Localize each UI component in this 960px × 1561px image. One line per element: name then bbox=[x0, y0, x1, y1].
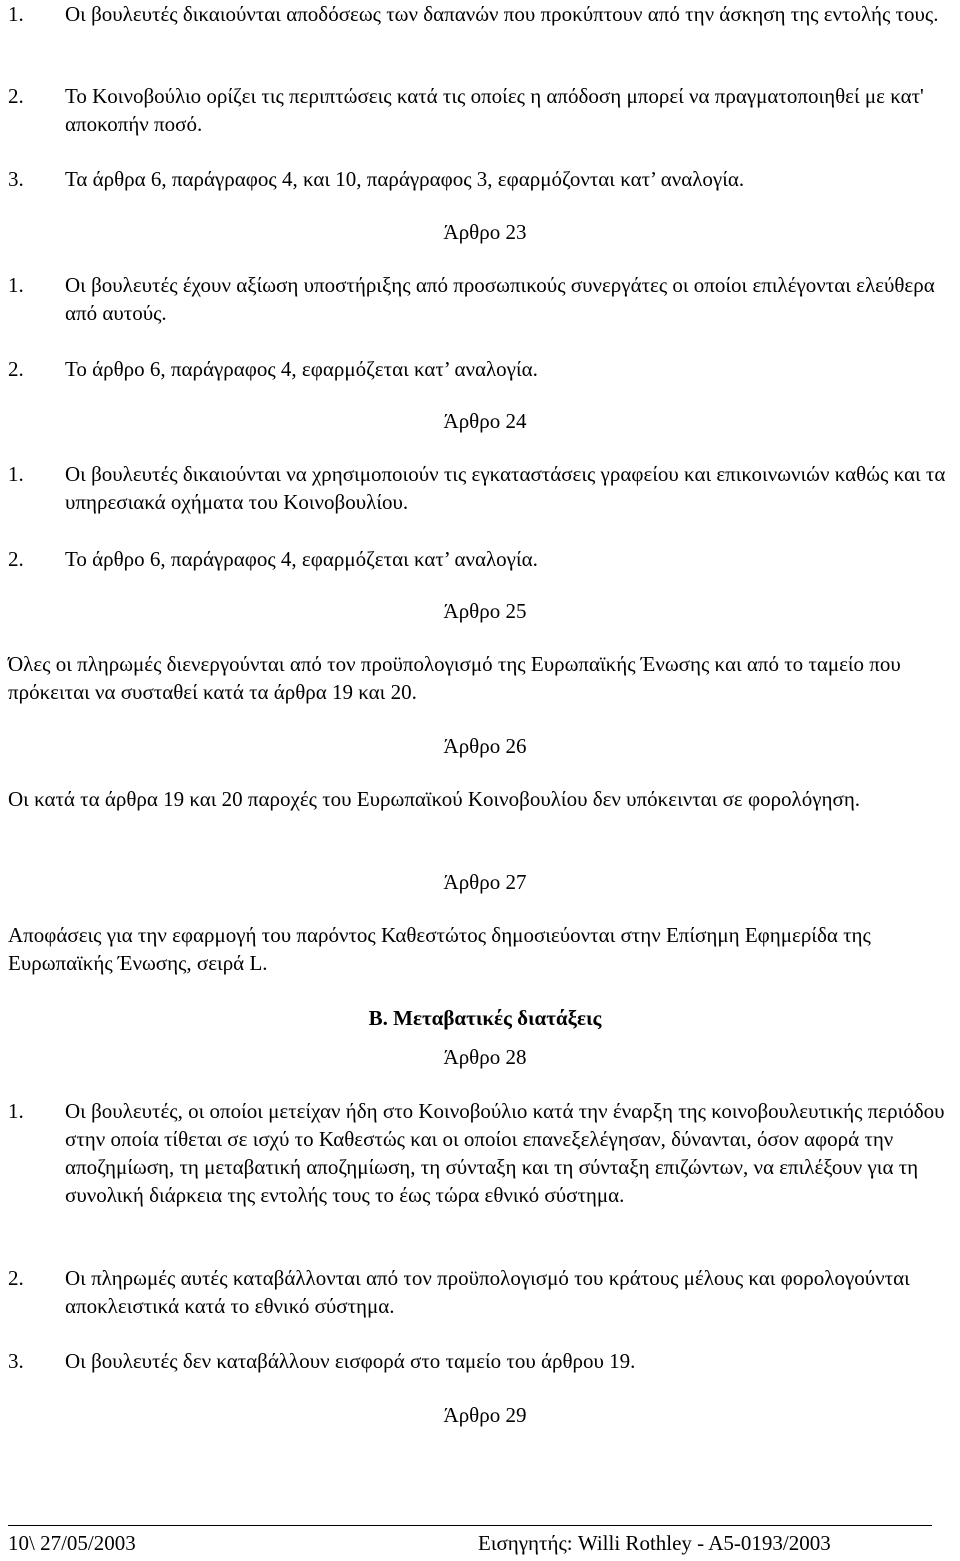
list-item bbox=[8, 0, 958, 56]
article-heading: Άρθρο 23 bbox=[443, 220, 527, 244]
item-number: 2. bbox=[8, 357, 24, 381]
item-number: 1. bbox=[8, 1099, 24, 1123]
item-text: Το άρθρο 6, παράγραφος 4, εφαρμόζεται κατ’ αναλογία. bbox=[65, 547, 538, 571]
footer-divider bbox=[8, 1525, 932, 1526]
list-item bbox=[8, 1097, 958, 1237]
item-number: 2. bbox=[8, 547, 24, 571]
list-item bbox=[8, 165, 958, 193]
article-heading: Άρθρο 28 bbox=[443, 1045, 527, 1069]
list-item bbox=[8, 460, 958, 516]
item-text: Οι βουλευτές δεν καταβάλλουν εισφορά στο ταμείο του άρθρου 19. bbox=[65, 1349, 636, 1373]
item-number: 1. bbox=[8, 2, 24, 26]
list-item bbox=[8, 545, 958, 573]
list-item bbox=[8, 355, 958, 383]
item-text: Οι πληρωμές αυτές καταβάλλονται από τον προϋπολογισμό του κράτους μέλους και φορολογούνται αποκλειστικά κατά το εθνικό σύστημα. bbox=[65, 1266, 910, 1318]
footer-rapporteur: Εισηγητής: Willi Rothley - A5-0193/2003 bbox=[478, 1531, 831, 1555]
item-text: Οι βουλευτές, οι οποίοι μετείχαν ήδη στο Κοινοβούλιο κατά την έναρξη της κοινοβουλευτικής περιόδου στην οποία τίθεται σε ισχύ το Καθεστώς και οι οποίοι επανεξελέγησαν, δύνανται, όσον αφορά την αποζημίωση, τη μεταβατική αποζημίωση, τη σύνταξη και τη σύνταξη επιζώντων, να επιλέξουν για τη συνολική διάρκεια της εντολής τους το έως τώρα εθνικό σύστημα. bbox=[65, 1099, 945, 1207]
list-item bbox=[8, 1347, 958, 1375]
item-text: Οι βουλευτές δικαιούνται να χρησιμοποιούν τις εγκαταστάσεις γραφείου και επικοινωνιών καθώς και τα υπηρεσιακά οχήματα του Κοινοβουλίου. bbox=[65, 462, 946, 514]
list-item bbox=[8, 82, 958, 138]
item-number: 3. bbox=[8, 167, 24, 191]
list-item bbox=[8, 1264, 958, 1320]
item-number: 2. bbox=[8, 84, 24, 108]
item-number: 2. bbox=[8, 1266, 24, 1290]
item-text: Τα άρθρα 6, παράγραφος 4, και 10, παράγραφος 3, εφαρμόζονται κατ’ αναλογία. bbox=[65, 167, 745, 191]
section-title: B. Μεταβατικές διατάξεις bbox=[368, 1006, 602, 1030]
item-text: Οι βουλευτές έχουν αξίωση υποστήριξης από προσωπικούς συνεργάτες οι οποίοι επιλέγονται ελεύθερα από αυτούς. bbox=[65, 273, 935, 325]
article-heading: Άρθρο 25 bbox=[443, 599, 527, 623]
item-text: Το Κοινοβούλιο ορίζει τις περιπτώσεις κατά τις οποίες η απόδοση μπορεί να πραγματοποιηθεί με κατ' αποκοπήν ποσό. bbox=[65, 84, 924, 136]
article-paragraph: Αποφάσεις για την εφαρμογή του παρόντος Καθεστώτος δημοσιεύονται στην Επίσημη Εφημερίδα της Ευρωπαϊκής Ένωσης, σειρά L. bbox=[8, 923, 871, 975]
item-text: Οι βουλευτές δικαιούνται αποδόσεως των δαπανών που προκύπτουν από την άσκηση της εντολής τους. bbox=[65, 2, 939, 26]
article-heading: Άρθρο 26 bbox=[443, 734, 527, 758]
footer-page-date: 10\ 27/05/2003 bbox=[8, 1531, 136, 1555]
item-number: 1. bbox=[8, 273, 24, 297]
item-number: 3. bbox=[8, 1349, 24, 1373]
article-paragraph: Όλες οι πληρωμές διενεργούνται από τον προϋπολογισμό της Ευρωπαϊκής Ένωσης και από το ταμείο που πρόκειται να συσταθεί κατά τα άρθρα 19 και 20. bbox=[8, 652, 901, 704]
article-heading: Άρθρο 29 bbox=[443, 1403, 527, 1427]
item-text: Το άρθρο 6, παράγραφος 4, εφαρμόζεται κατ’ αναλογία. bbox=[65, 357, 538, 381]
article-heading: Άρθρο 27 bbox=[443, 870, 527, 894]
list-item bbox=[8, 271, 958, 327]
article-paragraph: Οι κατά τα άρθρα 19 και 20 παροχές του Ευρωπαϊκού Κοινοβουλίου δεν υπόκεινται σε φορολόγηση. bbox=[8, 787, 861, 811]
article-heading: Άρθρο 24 bbox=[443, 409, 527, 433]
item-number: 1. bbox=[8, 462, 24, 486]
